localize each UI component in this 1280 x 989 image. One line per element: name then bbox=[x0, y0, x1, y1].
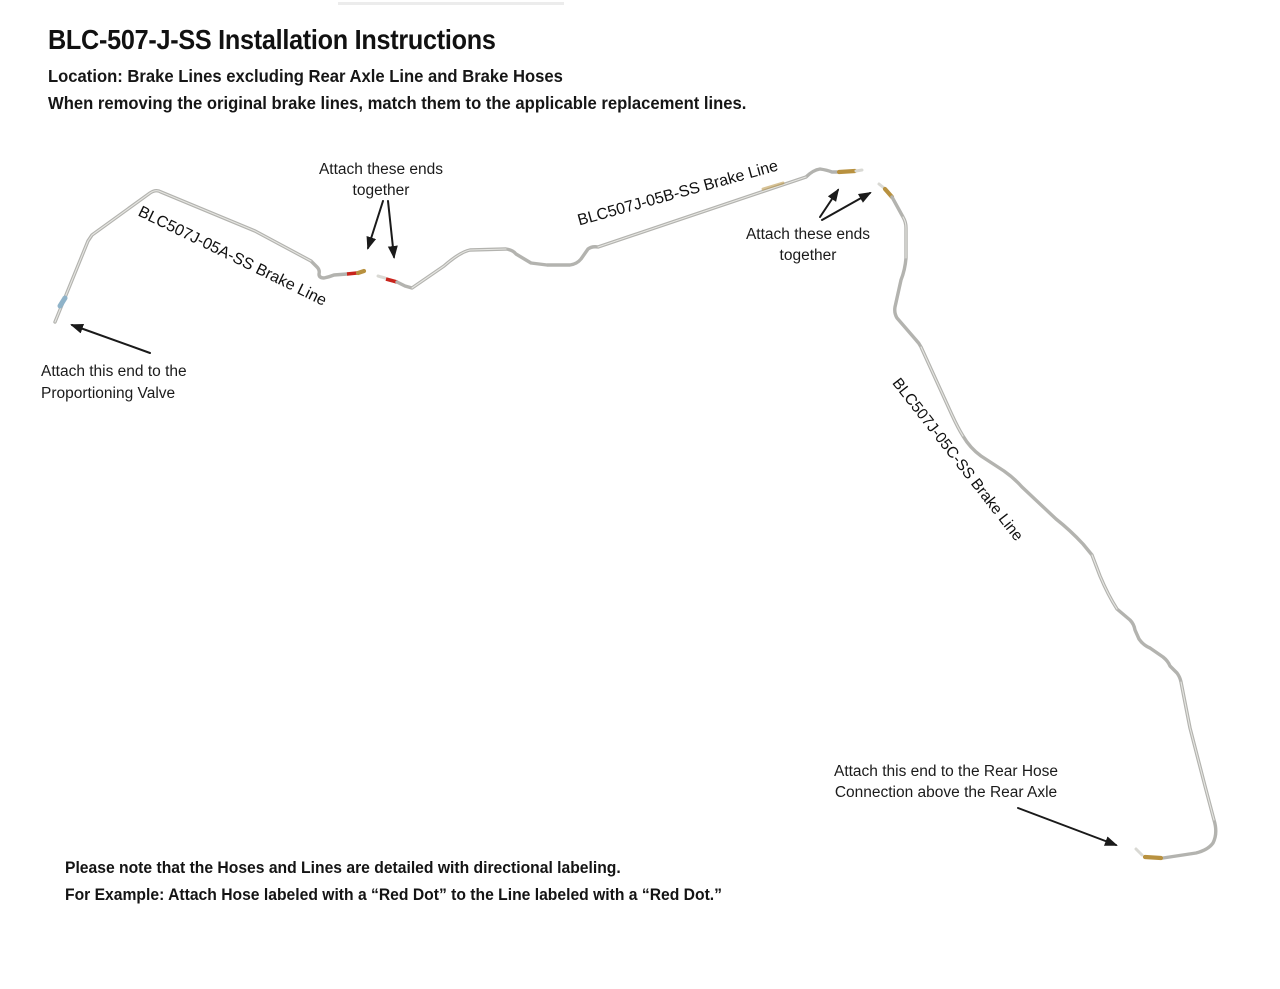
red-dot-band-a bbox=[347, 273, 357, 274]
label-brake-line-a: BLC507J-05A-SS Brake Line bbox=[135, 203, 330, 310]
blue-fitting-a bbox=[60, 298, 65, 306]
callout-line: Connection above the Rear Axle bbox=[834, 784, 1058, 801]
arrow-attach1-right bbox=[388, 201, 394, 257]
footer-note-line2: For Example: Attach Hose labeled with a “Red Dot” to the Line labeled with a “Red Dot.” bbox=[65, 886, 722, 904]
callout-line: Attach this end to the bbox=[41, 363, 187, 380]
callout-line: together bbox=[352, 182, 410, 199]
callout-arrows bbox=[72, 190, 1116, 845]
callout-rear-hose bbox=[815, 761, 1077, 803]
fitting-tip-b-left bbox=[378, 276, 385, 278]
brake-line-c bbox=[879, 184, 1216, 858]
callout-line: Proportioning Valve bbox=[41, 385, 176, 402]
red-dot-band-b bbox=[386, 279, 397, 282]
location-line: Location: Brake Lines excluding Rear Axle Line and Brake Hoses bbox=[48, 66, 563, 86]
callout-line: Attach these ends bbox=[745, 226, 871, 243]
fitting-tip-b-right bbox=[856, 170, 862, 171]
callout-line: together bbox=[779, 247, 837, 264]
callout-proportioning-valve bbox=[41, 361, 261, 405]
brass-fitting-b bbox=[839, 171, 855, 172]
label-brake-line-b: BLC507J-05B-SS Brake Line bbox=[575, 157, 780, 230]
arrow-attach2-right bbox=[822, 193, 870, 220]
brass-fitting-c-bottom bbox=[1145, 857, 1161, 858]
removal-instruction-line: When removing the original brake lines, match them to the applicable replacement lines. bbox=[48, 93, 747, 113]
page-title: BLC-507-J-SS Installation Instructions bbox=[48, 24, 496, 55]
label-brake-line-c: BLC507J-05C-SS Brake Line bbox=[888, 375, 1027, 545]
callout-attach-ends-2 bbox=[718, 224, 898, 266]
brass-fitting-a bbox=[358, 271, 364, 273]
callout-line: Attach this end to the Rear Hose bbox=[833, 763, 1059, 780]
callout-attach-ends-1 bbox=[291, 159, 471, 201]
arrow-rear-hose bbox=[1018, 808, 1116, 845]
fitting-tip-c-top bbox=[879, 184, 884, 188]
fitting-tip-c-bottom bbox=[1136, 849, 1142, 855]
arrow-prop-valve bbox=[72, 325, 150, 353]
footer-note-line1: Please note that the Hoses and Lines are detailed with directional labeling. bbox=[65, 859, 621, 877]
callout-line: Attach these ends bbox=[318, 161, 444, 178]
arrow-attach1-left bbox=[368, 201, 383, 248]
